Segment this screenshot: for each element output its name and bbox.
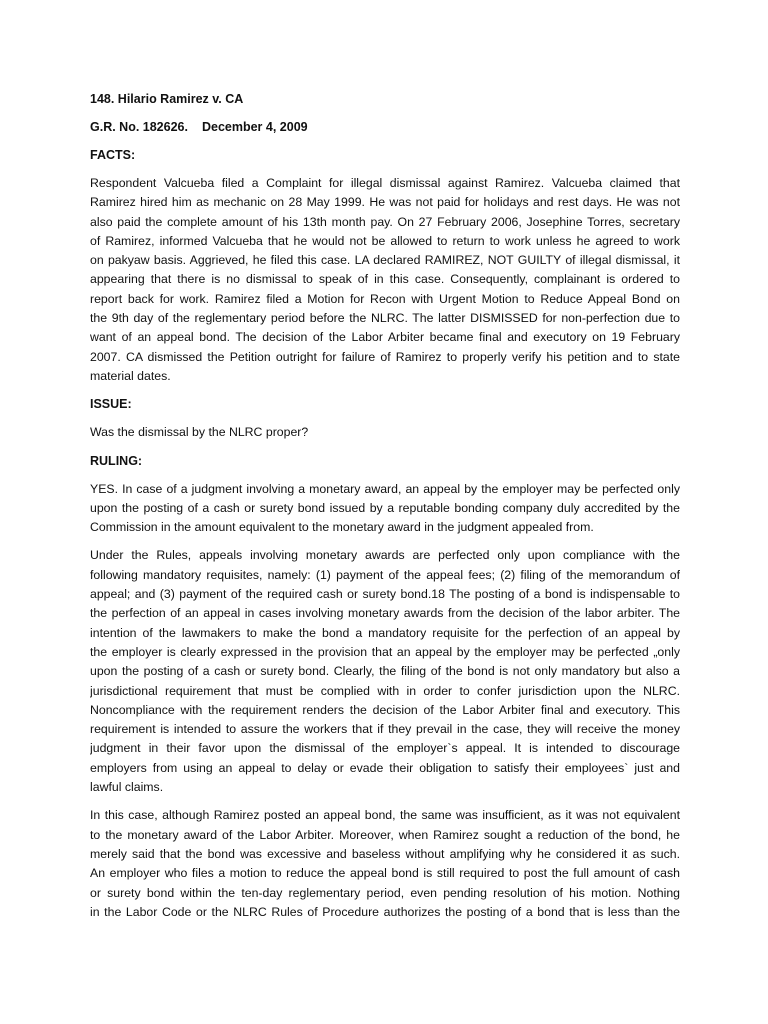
text-line: the employer is clearly expressed in the provision that an appeal by the employer may be perfected „only [90, 644, 680, 659]
text-line: in the Labor Code or the NLRC Rules of Procedure authorizes the posting of a bond that is less than the [90, 904, 680, 919]
text-line: Commission in the amount equivalent to the monetary award in the judgment appealed from. [90, 520, 594, 535]
issue-text: Was the dismissal by the NLRC proper? [90, 425, 309, 440]
text-line: Ramirez hired him as mechanic on 28 May 1999. He was not paid for holidays and rest days. He was not [90, 195, 680, 210]
case-title: 148. Hilario Ramirez v. CA [90, 92, 244, 106]
ruling-heading: RULING: [90, 453, 143, 468]
text-line: lawful claims. [90, 780, 164, 795]
gr-number: G.R. No. 182626. [90, 120, 188, 134]
text-line: 2007. CA dismissed the Petition outright for failure of Ramirez to properly verify his petition and to state [90, 349, 680, 364]
issue-heading: ISSUE: [90, 397, 132, 412]
text-line: appearing that there is no dismissal to speak of in this case. Consequently, complainant is ordered to [90, 272, 680, 287]
text-line: of Ramirez, informed Valcueba that he would not be allowed to return to work unless he agreed to work [90, 233, 680, 248]
facts-heading: FACTS: [90, 148, 136, 162]
ruling-paragraph-2 [90, 546, 680, 797]
text-line: Respondent Valcueba filed a Complaint for illegal dismissal against Ramirez. Valcueba claimed that [90, 176, 680, 190]
facts-paragraph [90, 174, 680, 386]
text-line: appeal; and (3) payment of the required cash or surety bond.18 The posting of a bond is indispensable to [90, 587, 680, 602]
text-line: to the monetary award of the Labor Arbiter. Moreover, when Ramirez sought a reduction of the bond, he [90, 827, 680, 842]
text-line: on pakyaw basis. Aggrieved, he filed this case. LA declared RAMIREZ, NOT GUILTY of illegal dismissal, it [90, 253, 680, 268]
text-line: judgment in their favor upon the dismissal of the employer`s appeal. It is intended to discourage [90, 741, 680, 756]
text-line: upon the posting of a cash or surety bond. Clearly, the filing of the bond is not only mandatory but also a [90, 664, 680, 679]
text-line: intention of the lawmakers to make the bond a mandatory requisite for the perfection of an appeal by [90, 625, 680, 640]
text-line: An employer who files a motion to reduce the appeal bond is still required to post the full amount of cash [90, 866, 680, 881]
ruling-paragraph-3 [90, 806, 680, 922]
text-line: jurisdictional requirement that must be complied with in order to confer jurisdiction upon the NLRC. [90, 683, 680, 698]
text-line: material dates. [90, 368, 171, 383]
text-line: report back for work. Ramirez filed a Motion for Recon with Urgent Motion to Reduce Appeal Bond on [90, 291, 680, 306]
text-line: want of an appeal bond. The decision of the Labor Arbiter became final and executory on 19 February [90, 330, 680, 345]
text-line: or surety bond within the ten-day reglementary period, even pending resolution of his motion. Nothing [90, 885, 680, 900]
text-line: In this case, although Ramirez posted an appeal bond, the same was insufficient, as it was not equivalent [90, 808, 680, 823]
text-line: Noncompliance with the requirement renders the decision of the Labor Arbiter final and executory. This [90, 702, 680, 717]
text-line: merely said that the bond was excessive and baseless without amplifying why he considered it as such. [90, 846, 680, 861]
text-line: requirement is intended to assure the workers that if they prevail in the case, they will receive the money [90, 722, 680, 737]
ruling-paragraph-1 [90, 480, 680, 538]
text-line: the perfection of an appeal in cases involving monetary awards from the decision of the labor arbiter. The [90, 606, 680, 621]
text-line: Under the Rules, appeals involving monetary awards are perfected only upon compliance with the [90, 548, 680, 563]
case-citation [90, 118, 680, 137]
text-line: employers from using an appeal to delay or evade their obligation to satisfy their employees` just and [90, 760, 680, 775]
text-line: the 9th day of the reglementary period before the NLRC. The latter DISMISSED for non-perfection due to [90, 311, 680, 326]
text-line: following mandatory requisites, namely: (1) payment of the appeal fees; (2) filing of the memorandum of [90, 567, 680, 582]
text-line: upon the posting of a cash or surety bond issued by a reputable bonding company duly accredited by the [90, 500, 680, 515]
text-line: also paid the complete amount of his 13th month pay. On 27 February 2006, Josephine Torres, secretary [90, 214, 680, 229]
decision-date: December 4, 2009 [201, 120, 308, 134]
text-line: YES. In case of a judgment involving a monetary award, an appeal by the employer may be perfected only [90, 481, 680, 496]
